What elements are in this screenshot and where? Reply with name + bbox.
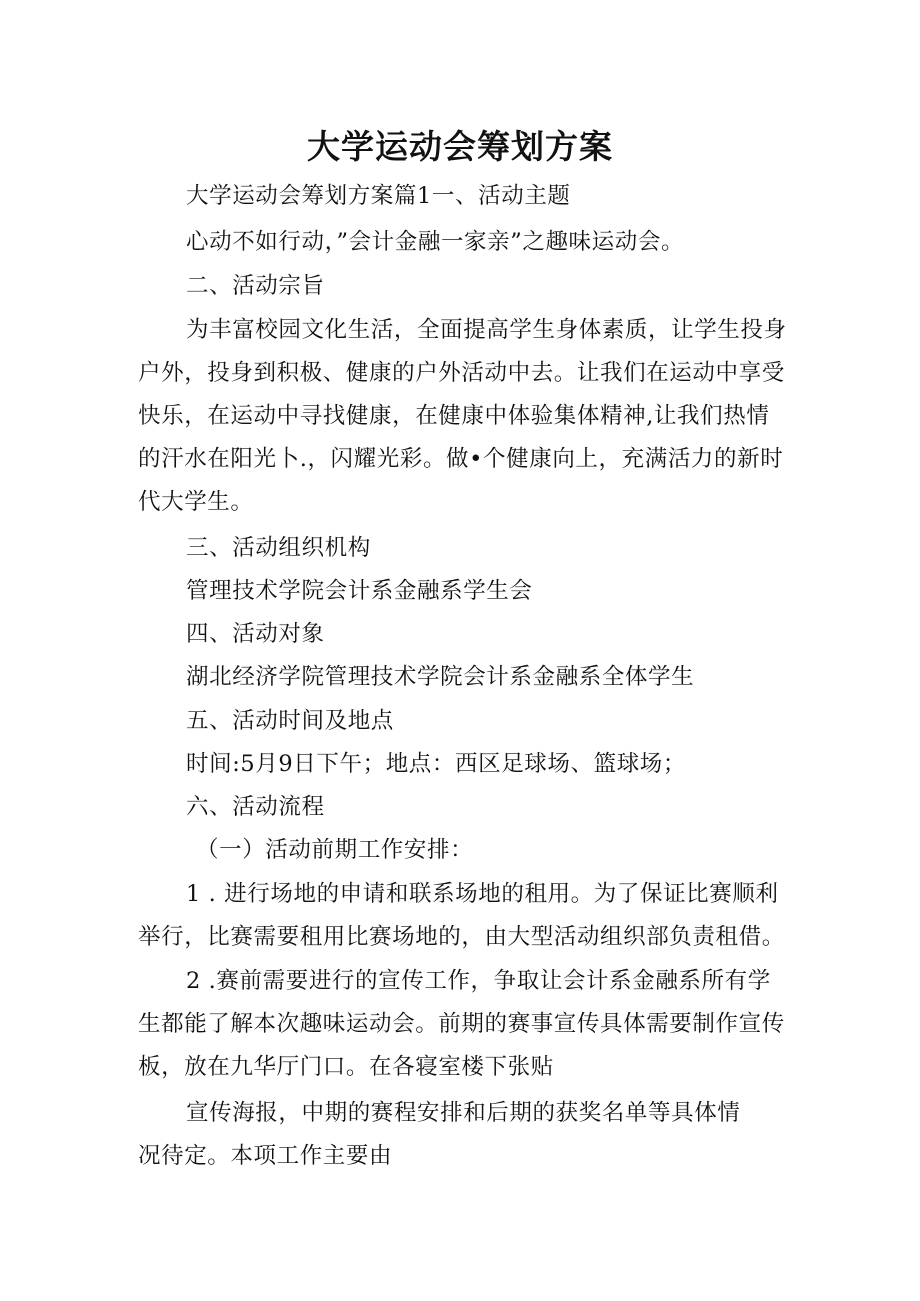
paragraph-line: 大学运动会筹划方案篇1一、活动主题 [186,183,571,209]
paragraph-line: 生都能了解本次趣味运动会。前期的赛事宣传具体需要制作宣传 [138,1011,785,1037]
paragraph-line: 举行，比赛需要租用比赛场地的，由大型活动组织部负责租借。 [138,924,785,950]
section-heading: 四、活动对象 [186,621,325,647]
paragraph-line: 心动不如行动，”会计金融一家亲”之趣味运动会。 [186,229,685,255]
sub-heading: （一）活动前期工作安排： [196,837,474,863]
paragraph-line: 宣传海报，中期的赛程安排和后期的获奖名单等具体情 [186,1100,741,1126]
paragraph-line: 2 .赛前需要进行的宣传工作，争取让会计系金融系所有学 [186,968,771,994]
paragraph-line: 的汗水在阳光卜.，闪耀光彩。做•个健康向上，充满活力的新时 [138,446,784,472]
paragraph-line: 况待定。本项工作主要由 [138,1143,393,1169]
paragraph-line: 户外，投身到积极、健康的户外活动中去。让我们在运动中享受 [138,360,785,386]
paragraph-line: 代大学生。 [138,489,254,515]
document-title: 大学运动会筹划方案 [307,127,613,166]
paragraph-line: 湖北经济学院管理技术学院会计系金融系全体学生 [186,664,695,690]
section-heading: 三、活动组织机构 [186,535,371,561]
paragraph-line: 管理技术学院会计系金融系学生会 [186,578,533,604]
section-heading: 五、活动时间及地点 [186,708,394,734]
paragraph-line: 为丰富校园文化生活，全面提高学生身体素质，让学生投身 [186,317,787,343]
paragraph-line: 快乐，在运动中寻找健康，在健康中体验集体精神,让我们热情 [138,403,770,429]
paragraph-line: 时间:5月9日下午；地点：西区足球场、篮球场； [186,751,687,777]
paragraph-line: 板，放在九华厅门口。在各寝室楼下张贴 [138,1054,554,1080]
section-heading: 二、活动宗旨 [186,273,325,299]
section-heading: 六、活动流程 [186,794,325,820]
paragraph-line: 1 . 进行场地的申请和联系场地的租用。为了保证比赛顺利 [186,881,779,907]
